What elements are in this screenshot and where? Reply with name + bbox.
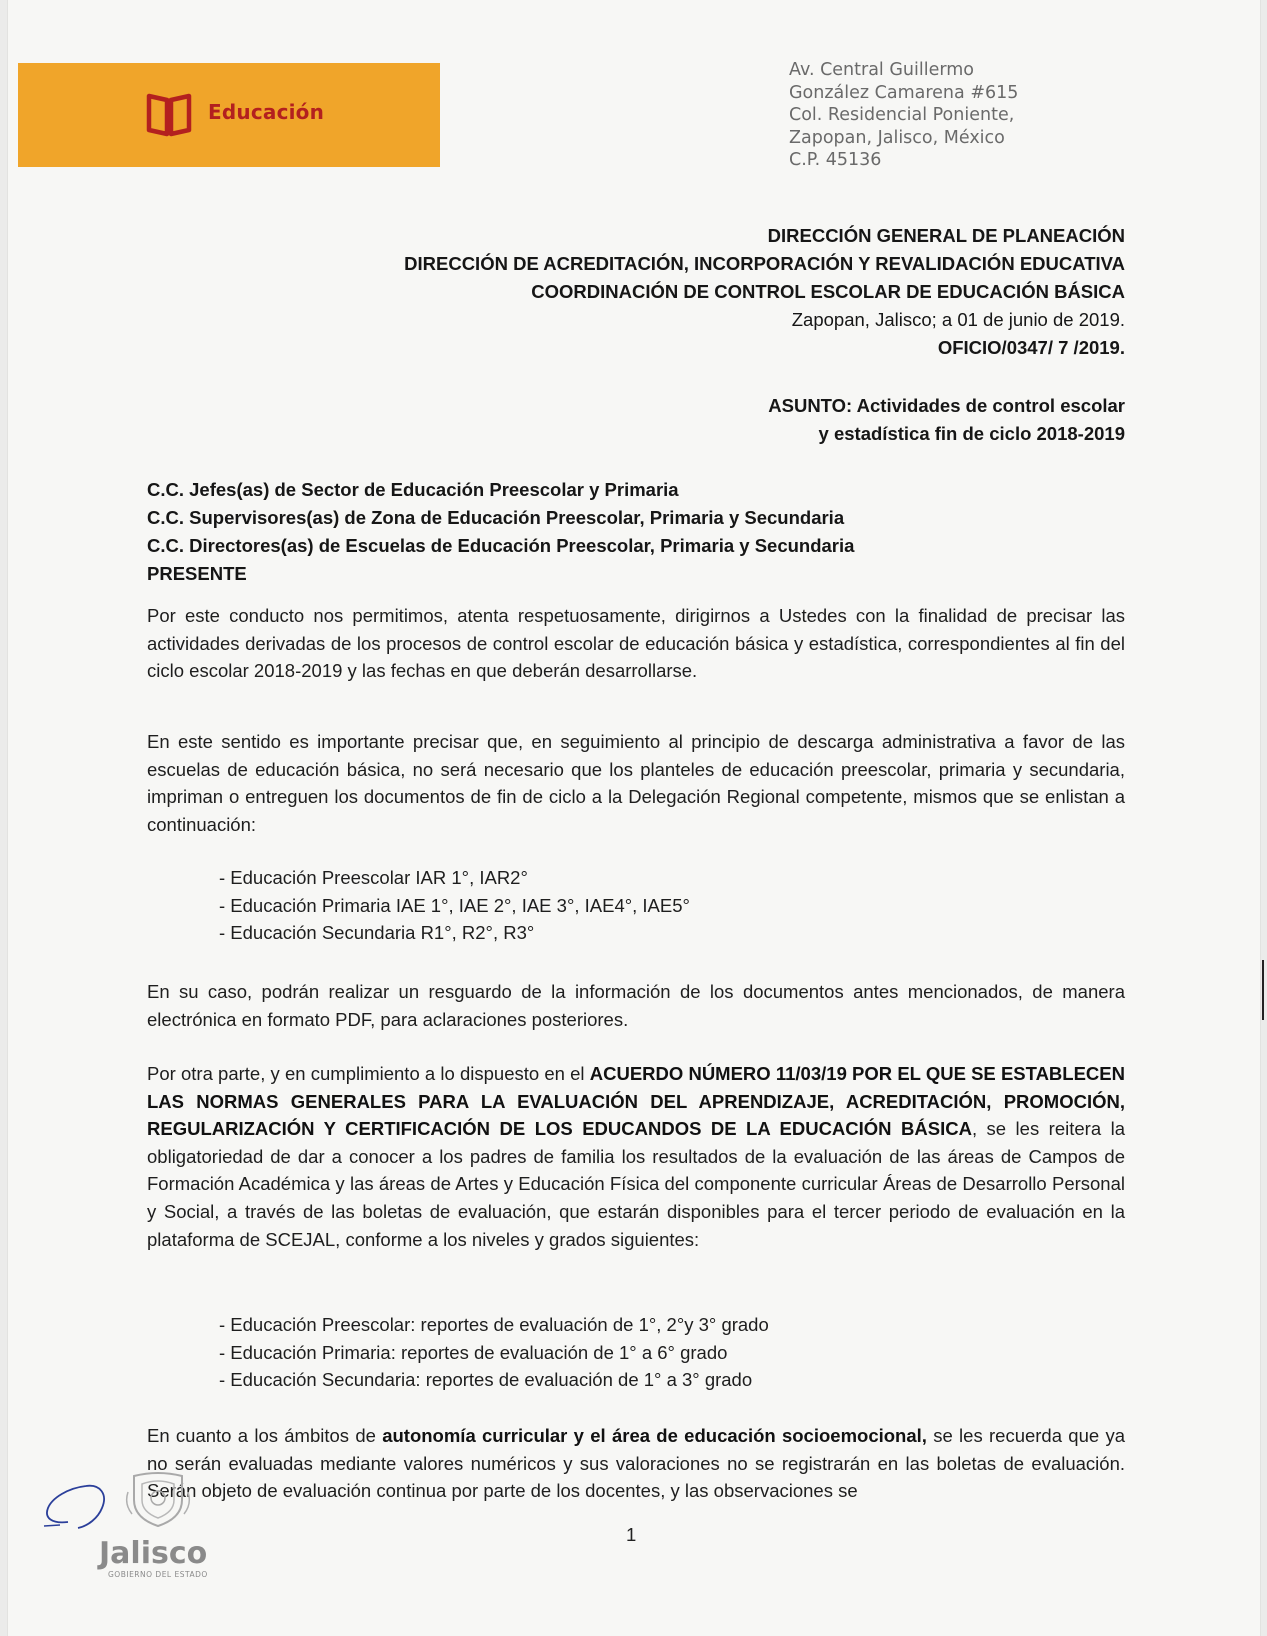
list-item: - Educación Primaria: reportes de evaluación de 1° a 6° grado — [219, 1341, 728, 1363]
text-run: En cuanto a los ámbitos de — [147, 1425, 383, 1446]
body-paragraph: En este sentido es importante precisar que, en seguimiento al principio de descarga administrativa a favor de las escuelas de educación básica, no será necesario que los planteles de educación preescolar, primaria y secundaria, impriman o entreguen los documentos de fin de ciclo a la Delegación Regional competente, mismos que se enlistan a continuación: — [147, 731, 1125, 835]
heading-line: DIRECCIÓN GENERAL DE PLANEACIÓN — [767, 225, 1125, 246]
coat-of-arms-emblem — [124, 1470, 192, 1528]
jalisco-logo-text: Jalisco — [99, 1536, 208, 1571]
jalisco-logo-subtitle: GOBIERNO DEL ESTADO — [108, 1570, 208, 1579]
addressee-line: PRESENTE — [147, 563, 247, 584]
text-run: , se les reitera la obligatoriedad de dar a conocer a los padres de familia los resultados de la evaluación de las áreas de Campos de Formación Académica y las áreas de Artes y Educación Física del componente curricular Áreas de Desarrollo Personal y Social, a través de las boletas de evaluación, que estarán disponibles para el tercer periodo de evaluación en la plataforma de SCEJAL, conforme a los niveles y grados siguientes: — [147, 1118, 1125, 1250]
bold-phrase: autonomía curricular y el área de educación socioemocional, — [382, 1425, 927, 1446]
subject-line: ASUNTO: Actividades de control escolar — [768, 395, 1125, 416]
document-heading — [404, 222, 1125, 362]
scan-edge-mark — [1262, 960, 1264, 1020]
address-line: C.P. 45136 — [789, 150, 882, 170]
address-line: Av. Central Guillermo — [789, 60, 974, 80]
list-item: - Educación Preescolar: reportes de evaluación de 1°, 2°y 3° grado — [219, 1314, 769, 1335]
heading-line: DIRECCIÓN DE ACREDITACIÓN, INCORPORACIÓN Y REVALIDACIÓN EDUCATIVA — [404, 253, 1125, 274]
addressee-line: C.C. Supervisores(as) de Zona de Educación Preescolar, Primaria y Secundaria — [147, 507, 845, 528]
text-run: Por otra parte, y en cumplimiento a lo dispuesto en el — [147, 1063, 590, 1084]
list-item: - Educación Primaria IAE 1°, IAE 2°, IAE 3°, IAE4°, IAE5° — [219, 894, 690, 916]
addressee-block — [147, 476, 854, 588]
brand-label: Educación — [208, 100, 325, 124]
address-line: Col. Residencial Poniente, — [789, 105, 1015, 125]
body-paragraph: Por este conducto nos permitimos, atenta respetuosamente, dirigirnos a Ustedes con la finalidad de precisar las actividades derivadas de los procesos de control escolar de educación básica y estadística, correspondientes al fin del ciclo escolar 2018-2019 y las fechas en que deberán desarrollarse. — [147, 605, 1125, 682]
subject-line: y estadística fin de ciclo 2018-2019 — [818, 423, 1125, 444]
page-number: 1 — [626, 1524, 637, 1545]
text-run: se les recuerda que ya no serán evaluadas mediante valores numéricos y sus valoraciones no se registrarán en las boletas de evaluación. Serán objeto de evaluación continua por parte de los docentes, y las observaciones se — [147, 1425, 1125, 1502]
address-line: González Camarena #615 — [789, 82, 1019, 103]
list-item: - Educación Secundaria R1°, R2°, R3° — [219, 922, 535, 944]
handwritten-signature — [38, 1478, 122, 1534]
heading-line: COORDINACIÓN DE CONTROL ESCOLAR DE EDUCACIÓN BÁSICA — [531, 281, 1125, 302]
oficio-number: OFICIO/0347/ 7 /2019. — [937, 337, 1125, 358]
body-paragraph — [147, 1060, 1125, 1253]
date-line: Zapopan, Jalisco; a 01 de junio de 2019. — [791, 309, 1125, 330]
addressee-line: C.C. Jefes(as) de Sector de Educación Preescolar y Primaria — [147, 479, 679, 500]
list-item: - Educación Secundaria: reportes de evaluación de 1° a 3° grado — [219, 1369, 753, 1391]
open-book-icon — [146, 90, 192, 138]
document-list — [219, 864, 690, 947]
body-paragraph — [147, 1422, 1125, 1505]
address-block — [789, 59, 1018, 172]
agreement-reference: ACUERDO NÚMERO 11/03/19 POR EL QUE SE ESTABLECEN LAS NORMAS GENERALES PARA LA EVALUACIÓN DEL APRENDIZAJE, ACREDITACIÓN, PROMOCIÓN, REGULARIZACIÓN Y CERTIFICACIÓN DE LOS EDUCANDOS DE LA EDUCACIÓN BÁSICA — [147, 1063, 1125, 1140]
list-item: - Educación Preescolar IAR 1°, IAR2° — [219, 867, 528, 888]
grade-list — [219, 1311, 769, 1394]
addressee-line: C.C. Directores(as) de Escuelas de Educación Preescolar, Primaria y Secundaria — [147, 535, 855, 556]
address-line: Zapopan, Jalisco, México — [789, 127, 1005, 148]
body-paragraph: En su caso, podrán realizar un resguardo de la información de los documentos antes mencionados, de manera electrónica en formato PDF, para aclaraciones posteriores. — [147, 981, 1125, 1030]
subject-block — [768, 392, 1125, 448]
